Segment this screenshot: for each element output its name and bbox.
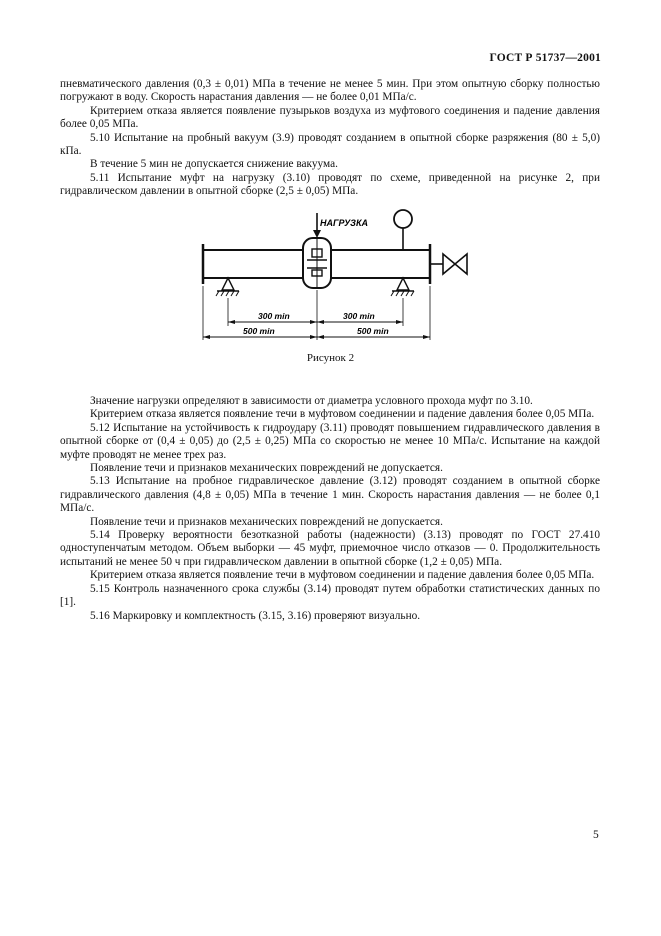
paragraph: Появление течи и признаков механических повреждений не допускается.: [90, 515, 443, 528]
valve: [430, 254, 467, 274]
dim-inner-right-label: 300 min: [343, 311, 375, 321]
figure-caption: Рисунок 2: [306, 352, 355, 364]
paragraph: Значение нагрузки определяют в зависимости от диаметра условного прохода муфт по 3.10.: [90, 395, 533, 407]
right-support: [391, 278, 414, 296]
paragraph: 5.16 Маркировку и комплектность (3.15, 3.16) проверяют визуально.: [90, 609, 421, 622]
pressure-gauge: [394, 210, 412, 250]
paragraph: 5.10 Испытание на пробный вакуум (3.9) проводят созданием в опытной сборке разряжения (80 ± 5,0) кПа.: [60, 131, 600, 158]
page-number: 5: [593, 829, 599, 841]
dim-outer-left-label: 500 min: [243, 326, 275, 336]
paragraph: 5.15 Контроль назначенного срока службы (3.14) проводят путем обработки статистических данных по [1].: [60, 582, 600, 609]
paragraph: пневматического давления (0,3 ± 0,01) МПа в течение не менее 5 мин. При этом опытную сборку полностью погружают в воду. Скорость нарастания давления — не более 0,01 МПа/с.: [60, 78, 600, 104]
text-block-top: [60, 78, 600, 199]
figure-2-diagram: [185, 208, 475, 353]
dimension-outer: [203, 335, 430, 339]
paragraph: Критерием отказа является появление пузырьков воздуха из муфтового соединения и падение давления более 0,05 МПа.: [60, 104, 600, 131]
paragraph: В течение 5 мин не допускается снижение вакуума.: [90, 158, 338, 171]
paragraph: 5.12 Испытание на устойчивость к гидроудару (3.11) проводят повышением гидравлического давления в опытной сборке от (0,4 ± 0,05) до (2,5 ± 0,25) МПа со скоростью не менее 10 МПа/с. Испытание на каждой муфте проводят не менее трех раз.: [60, 421, 600, 461]
coupling: [303, 238, 331, 288]
dimension-inner: [228, 320, 403, 324]
paragraph: Появление течи и признаков механических повреждений не допускается.: [90, 462, 443, 475]
dim-outer-right-label: 500 min: [357, 326, 389, 336]
paragraph: Критерием отказа является появление течи в муфтовом соединении и падение давления более 0,05 МПа.: [90, 408, 595, 421]
paragraph: 5.13 Испытание на пробное гидравлическое давление (3.12) проводят созданием в опытной сборке гидравлического давления (4,8 ± 0,05) МПа в течение 1 мин. Скорость нарастания давления — не более 0,1 МПа/с.: [60, 475, 600, 515]
paragraph: Критерием отказа является появление течи в муфтовом соединении и падение давления более 0,05 МПа.: [90, 569, 595, 582]
test-scheme-svg: [185, 208, 475, 353]
paragraph: 5.14 Проверку вероятности безотказной работы (надежности) (3.13) проводят по ГОСТ 27.410 одноступенчатым методом. Объем выборки — 45 муфт, приемочное число отказов — 0. Продолжительность испытаний не менее 50 ч при гидравлическом давлении в опытной сборке (1,2 ± 0,05) МПа.: [60, 529, 600, 568]
paragraph: 5.11 Испытание муфт на нагрузку (3.10) проводят по схеме, приведенной на рисунке 2, при гидравлическом давлении в опытной сборке (2,5 ± 0,05) МПа.: [60, 171, 600, 198]
left-support: [216, 278, 239, 296]
document-header: ГОСТ Р 51737—2001: [489, 52, 601, 64]
load-label: НАГРУЗКА: [320, 218, 368, 228]
dim-inner-left-label: 300 min: [258, 311, 290, 321]
text-block-bottom: [60, 395, 600, 623]
